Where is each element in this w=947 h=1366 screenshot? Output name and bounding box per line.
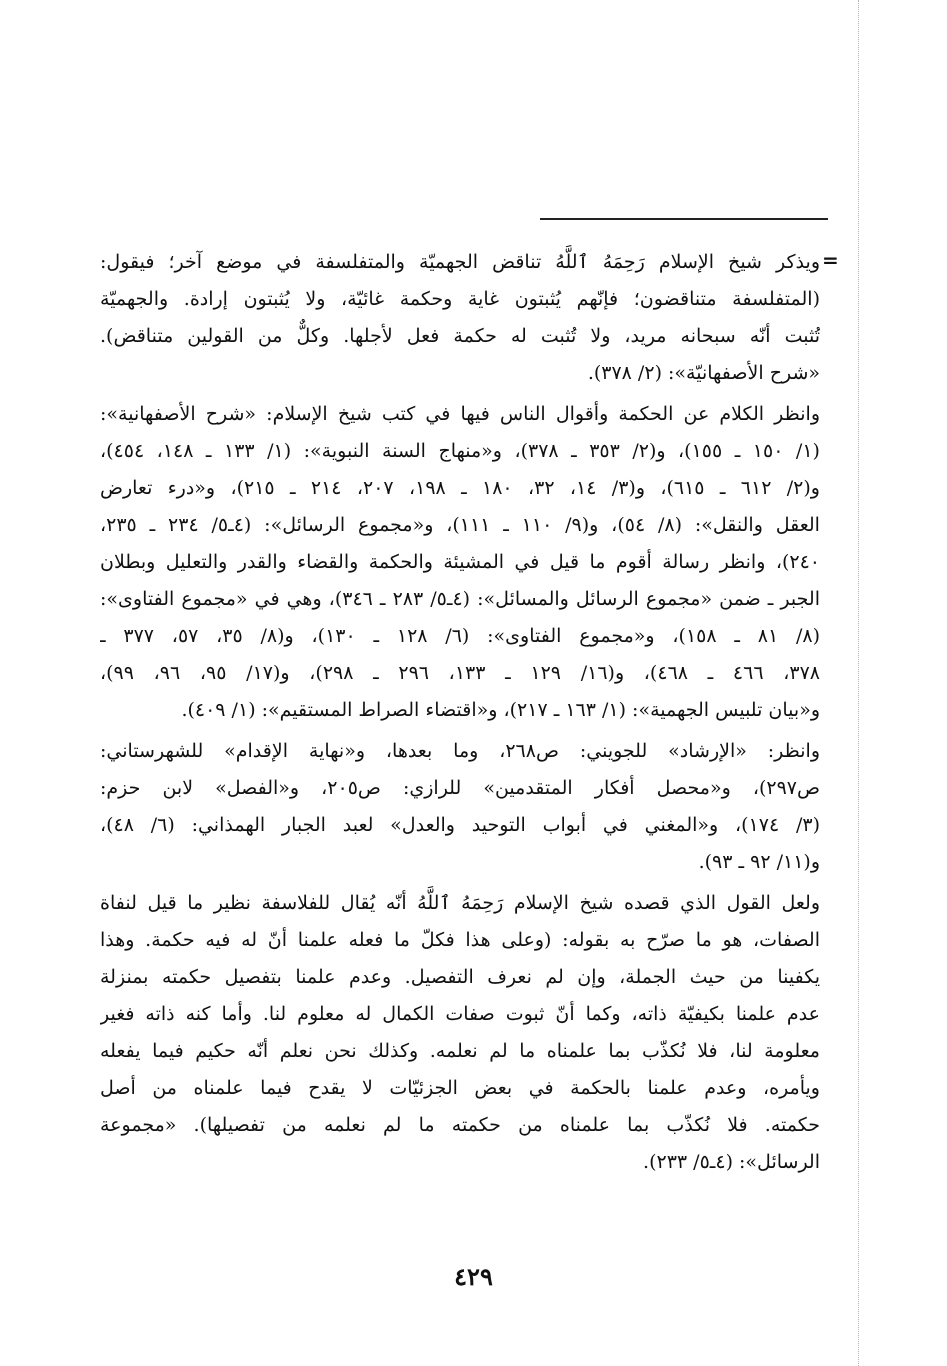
text-line: و(٢/ ٦١٢ ـ ٦١٥)، و(٣/ ١٤، ٣٢، ١٨٠ ـ ١٩٨، ٢٠٧، ٢١٤ ـ ٢١٥)، و«درء تعارض xyxy=(100,477,820,499)
footnote-separator-rule xyxy=(540,218,828,220)
footnote-paragraph-2 xyxy=(100,396,820,729)
text-line: ويذكر شيخ الإسلام رَحِمَهُ ٱللَّهُ تناقض الجهميّة والمتفلسفة في موضع آخر؛ فيقول: xyxy=(100,251,820,273)
text-line: ٣٧٨، ٤٦٦ ـ ٤٦٨)، و(١٦/ ١٢٩ ـ ١٣٣، ٢٩٦ ـ ٢٩٨)، و(١٧/ ٩٥، ٩٦، ٩٩)، xyxy=(100,662,820,684)
text-line: يكفينا من حيث الجملة، وإن لم نعرف التفصيل. وعدم علمنا بتفصيل حكمته بمنزلة xyxy=(100,966,820,988)
text-line: و«بيان تلبيس الجهمية»: (١/ ١٦٣ ـ ٢١٧)، و«اقتضاء الصراط المستقيم»: (١/ ٤٠٩). xyxy=(181,699,820,721)
page-number: ٤٢٩ xyxy=(454,1262,493,1291)
text-line: و(١١/ ٩٢ ـ ٩٣). xyxy=(698,851,820,873)
text-line: ص٢٩٧)، و«محصل أفكار المتقدمين» للرازي: ص٢٠٥، و«الفصل» لابن حزم: xyxy=(100,777,820,799)
text-line: الصفات، هو ما صرّح به بقوله: (وعلى هذا فكلّ ما فعله علمنا أنّ له فيه حكمة. وهذا xyxy=(100,929,820,951)
text-line: (المتفلسفة متناقضون؛ فإنّهم يُثبتون غاية وحكمة غائيّة، ولا يُثبتون إرادة. والجهميّة xyxy=(100,288,820,310)
text-line: ٢٤٠)، وانظر رسالة أقوم ما قيل في المشيئة والحكمة والقضاء والقدر والتعليل وبطلان xyxy=(100,551,820,573)
text-line: وانظر: «الإرشاد» للجويني: ص٢٦٨، وما بعدها، و«نهاية الإقدام» للشهرستاني: xyxy=(100,740,820,762)
footnote-paragraph-4 xyxy=(100,885,820,1181)
text-line: (٣/ ١٧٤)، و«المغني في أبواب التوحيد والعدل» لعبد الجبار الهمذاني: (٦/ ٤٨)، xyxy=(100,814,820,836)
footnote-text-block xyxy=(100,244,820,1185)
text-line: معلومة لنا، فلا نُكذّب بما علمناه ما لم نعلمه. وكذلك نحن نعلم أنّه حكيم فيما يفعله xyxy=(100,1040,820,1062)
text-line: (١/ ١٥٠ ـ ١٥٥)، و(٢/ ٣٥٣ ـ ٣٧٨)، و«منهاج السنة النبوية»: (١/ ١٣٣ ـ ١٤٨، ٤٥٤)، xyxy=(100,440,820,462)
text-line: «شرح الأصفهانيّة»: (٢/ ٣٧٨). xyxy=(587,362,820,384)
text-line: ولعل القول الذي قصده شيخ الإسلام رَحِمَهُ ٱللَّهُ أنّه يُقال للفلاسفة نظير ما قيل لنفاة xyxy=(100,892,820,914)
text-line: حكمته. فلا نُكذّب بما علمناه من حكمته ما لم نعلمه من تفصيلها). «مجموعة xyxy=(100,1114,820,1136)
text-line: العقل والنقل»: (٨/ ٥٤)، و(٩/ ١١٠ ـ ١١١)، و«مجموع الرسائل»: (٤ـ٥/ ٢٣٤ ـ ٢٣٥، xyxy=(100,514,820,536)
text-line: تُثبت أنّه سبحانه مريد، ولا تُثبت له حكمة فعل لأجلها. وكلٌّ من القولين متناقض). xyxy=(100,325,820,347)
continuation-mark: = xyxy=(822,248,839,272)
text-line: (٨/ ٨١ ـ ١٥٨)، و«مجموع الفتاوى»: (٦/ ١٢٨ ـ ١٣٠)، و(٨/ ٣٥، ٥٧، ٣٧٧ ـ xyxy=(100,625,820,647)
footnote-paragraph-1 xyxy=(100,244,820,392)
text-line: الرسائل»: (٤ـ٥/ ٢٣٣). xyxy=(643,1151,820,1173)
text-line: عدم علمنا بكيفيّة ذاته، وكما أنّ ثبوت صفات الكمال له معلوم لنا. وأما كنه ذاته فغير xyxy=(100,1003,820,1025)
text-line: الجبر ـ ضمن «مجموع الرسائل والمسائل»: (٤ـ٥/ ٢٨٣ ـ ٣٤٦)، وهي في «مجموع الفتاوى»: xyxy=(100,588,820,610)
text-line: وانظر الكلام عن الحكمة وأقوال الناس فيها في كتب شيخ الإسلام: «شرح الأصفهانية»: xyxy=(100,403,820,425)
binding-gutter-line xyxy=(858,0,859,1366)
text-line: ويأمره، وعدم علمنا بالحكمة في بعض الجزئيّات لا يقدح فيما علمناه من أصل xyxy=(100,1077,820,1099)
footnote-paragraph-3 xyxy=(100,733,820,881)
